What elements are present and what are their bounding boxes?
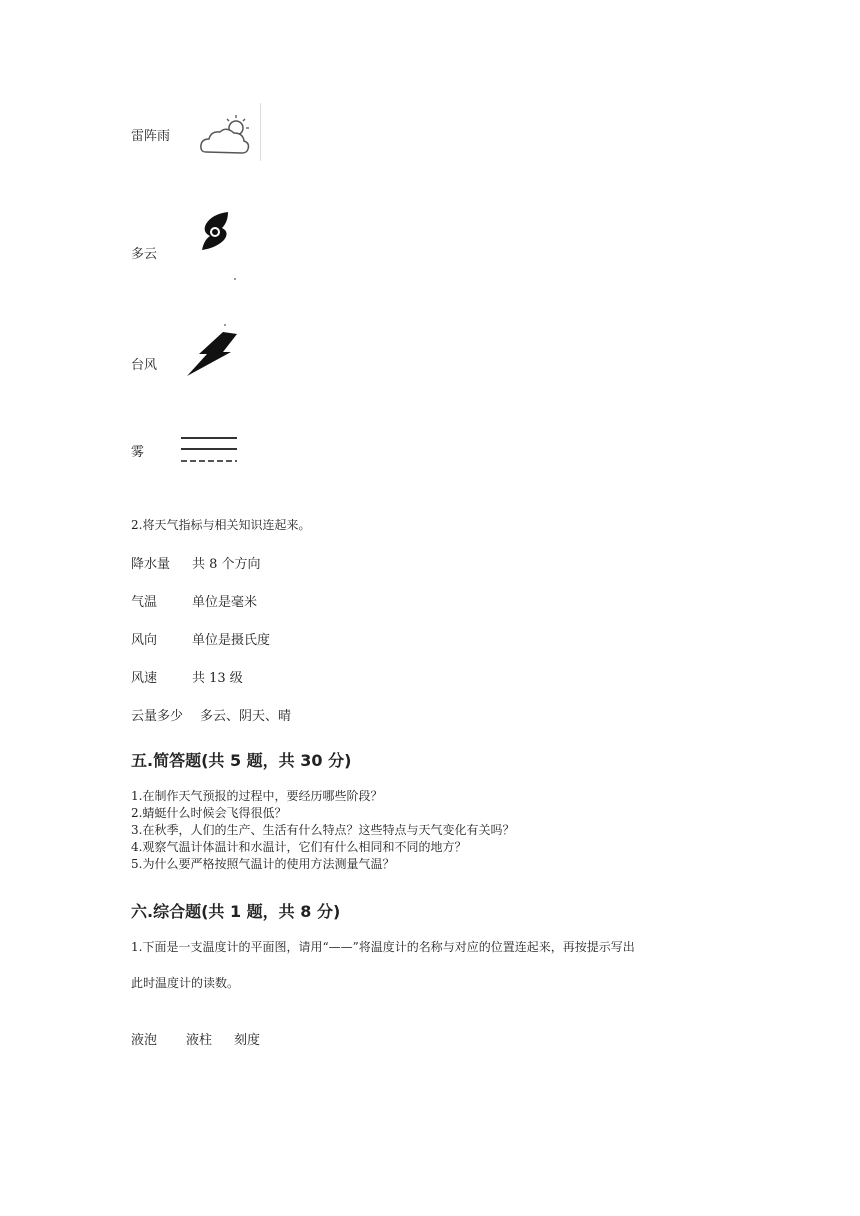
section6-q1-line1: 1.下面是一支温度计的平面图，请用“——”将温度计的名称与对应的位置连起来，再按提示写出	[131, 940, 635, 954]
q2-left-3: 风向	[131, 633, 158, 648]
section6-heading: 六.综合题(共 1 题，共 8 分)	[131, 902, 341, 921]
weather-label-4: 雾	[131, 445, 145, 460]
q2-right-2: 单位是毫米	[192, 595, 258, 610]
thermometer-part-scale: 刻度	[234, 1033, 261, 1048]
section5-question-5: 5.为什么要严格按照气温计的使用方法测量气温？	[131, 857, 395, 871]
section5-question-4: 4.观察气温计体温计和水温计，它们有什么相同和不同的地方？	[131, 840, 467, 854]
thermometer-part-bulb: 液泡	[131, 1033, 158, 1048]
q2-right-5: 多云、阴天、晴	[200, 709, 292, 724]
divider-line	[260, 103, 261, 161]
typhoon-icon	[198, 210, 234, 258]
q2-right-1: 共 8 个方向	[192, 557, 261, 572]
q2-title: 2.将天气指标与相关知识连起来。	[131, 518, 311, 532]
dot-mark	[234, 278, 236, 280]
q2-right-4: 共 13 级	[192, 671, 243, 686]
partly-cloudy-icon	[198, 112, 254, 162]
weather-label-1: 雷阵雨	[131, 129, 171, 144]
section5-question-1: 1.在制作天气预报的过程中，要经历哪些阶段？	[131, 789, 383, 803]
fog-icon	[180, 434, 238, 470]
section5-heading: 五.简答题(共 5 题，共 30 分)	[131, 751, 352, 770]
weather-label-3: 台风	[131, 358, 158, 373]
q2-right-3: 单位是摄氏度	[192, 633, 271, 648]
section5-question-2: 2.蜻蜓什么时候会飞得很低？	[131, 806, 287, 820]
lightning-icon	[183, 330, 239, 382]
q2-left-1: 降水量	[131, 557, 171, 572]
weather-label-2: 多云	[131, 247, 158, 262]
q2-left-5: 云量多少	[131, 709, 184, 724]
section6-q1-line2: 此时温度计的读数。	[131, 976, 240, 990]
section5-question-3: 3.在秋季，人们的生产、生活有什么特点？这些特点与天气变化有关吗？	[131, 823, 515, 837]
q2-left-4: 风速	[131, 671, 158, 686]
q2-left-2: 气温	[131, 595, 158, 610]
thermometer-part-column: 液柱	[186, 1033, 213, 1048]
dot-mark	[224, 324, 226, 326]
